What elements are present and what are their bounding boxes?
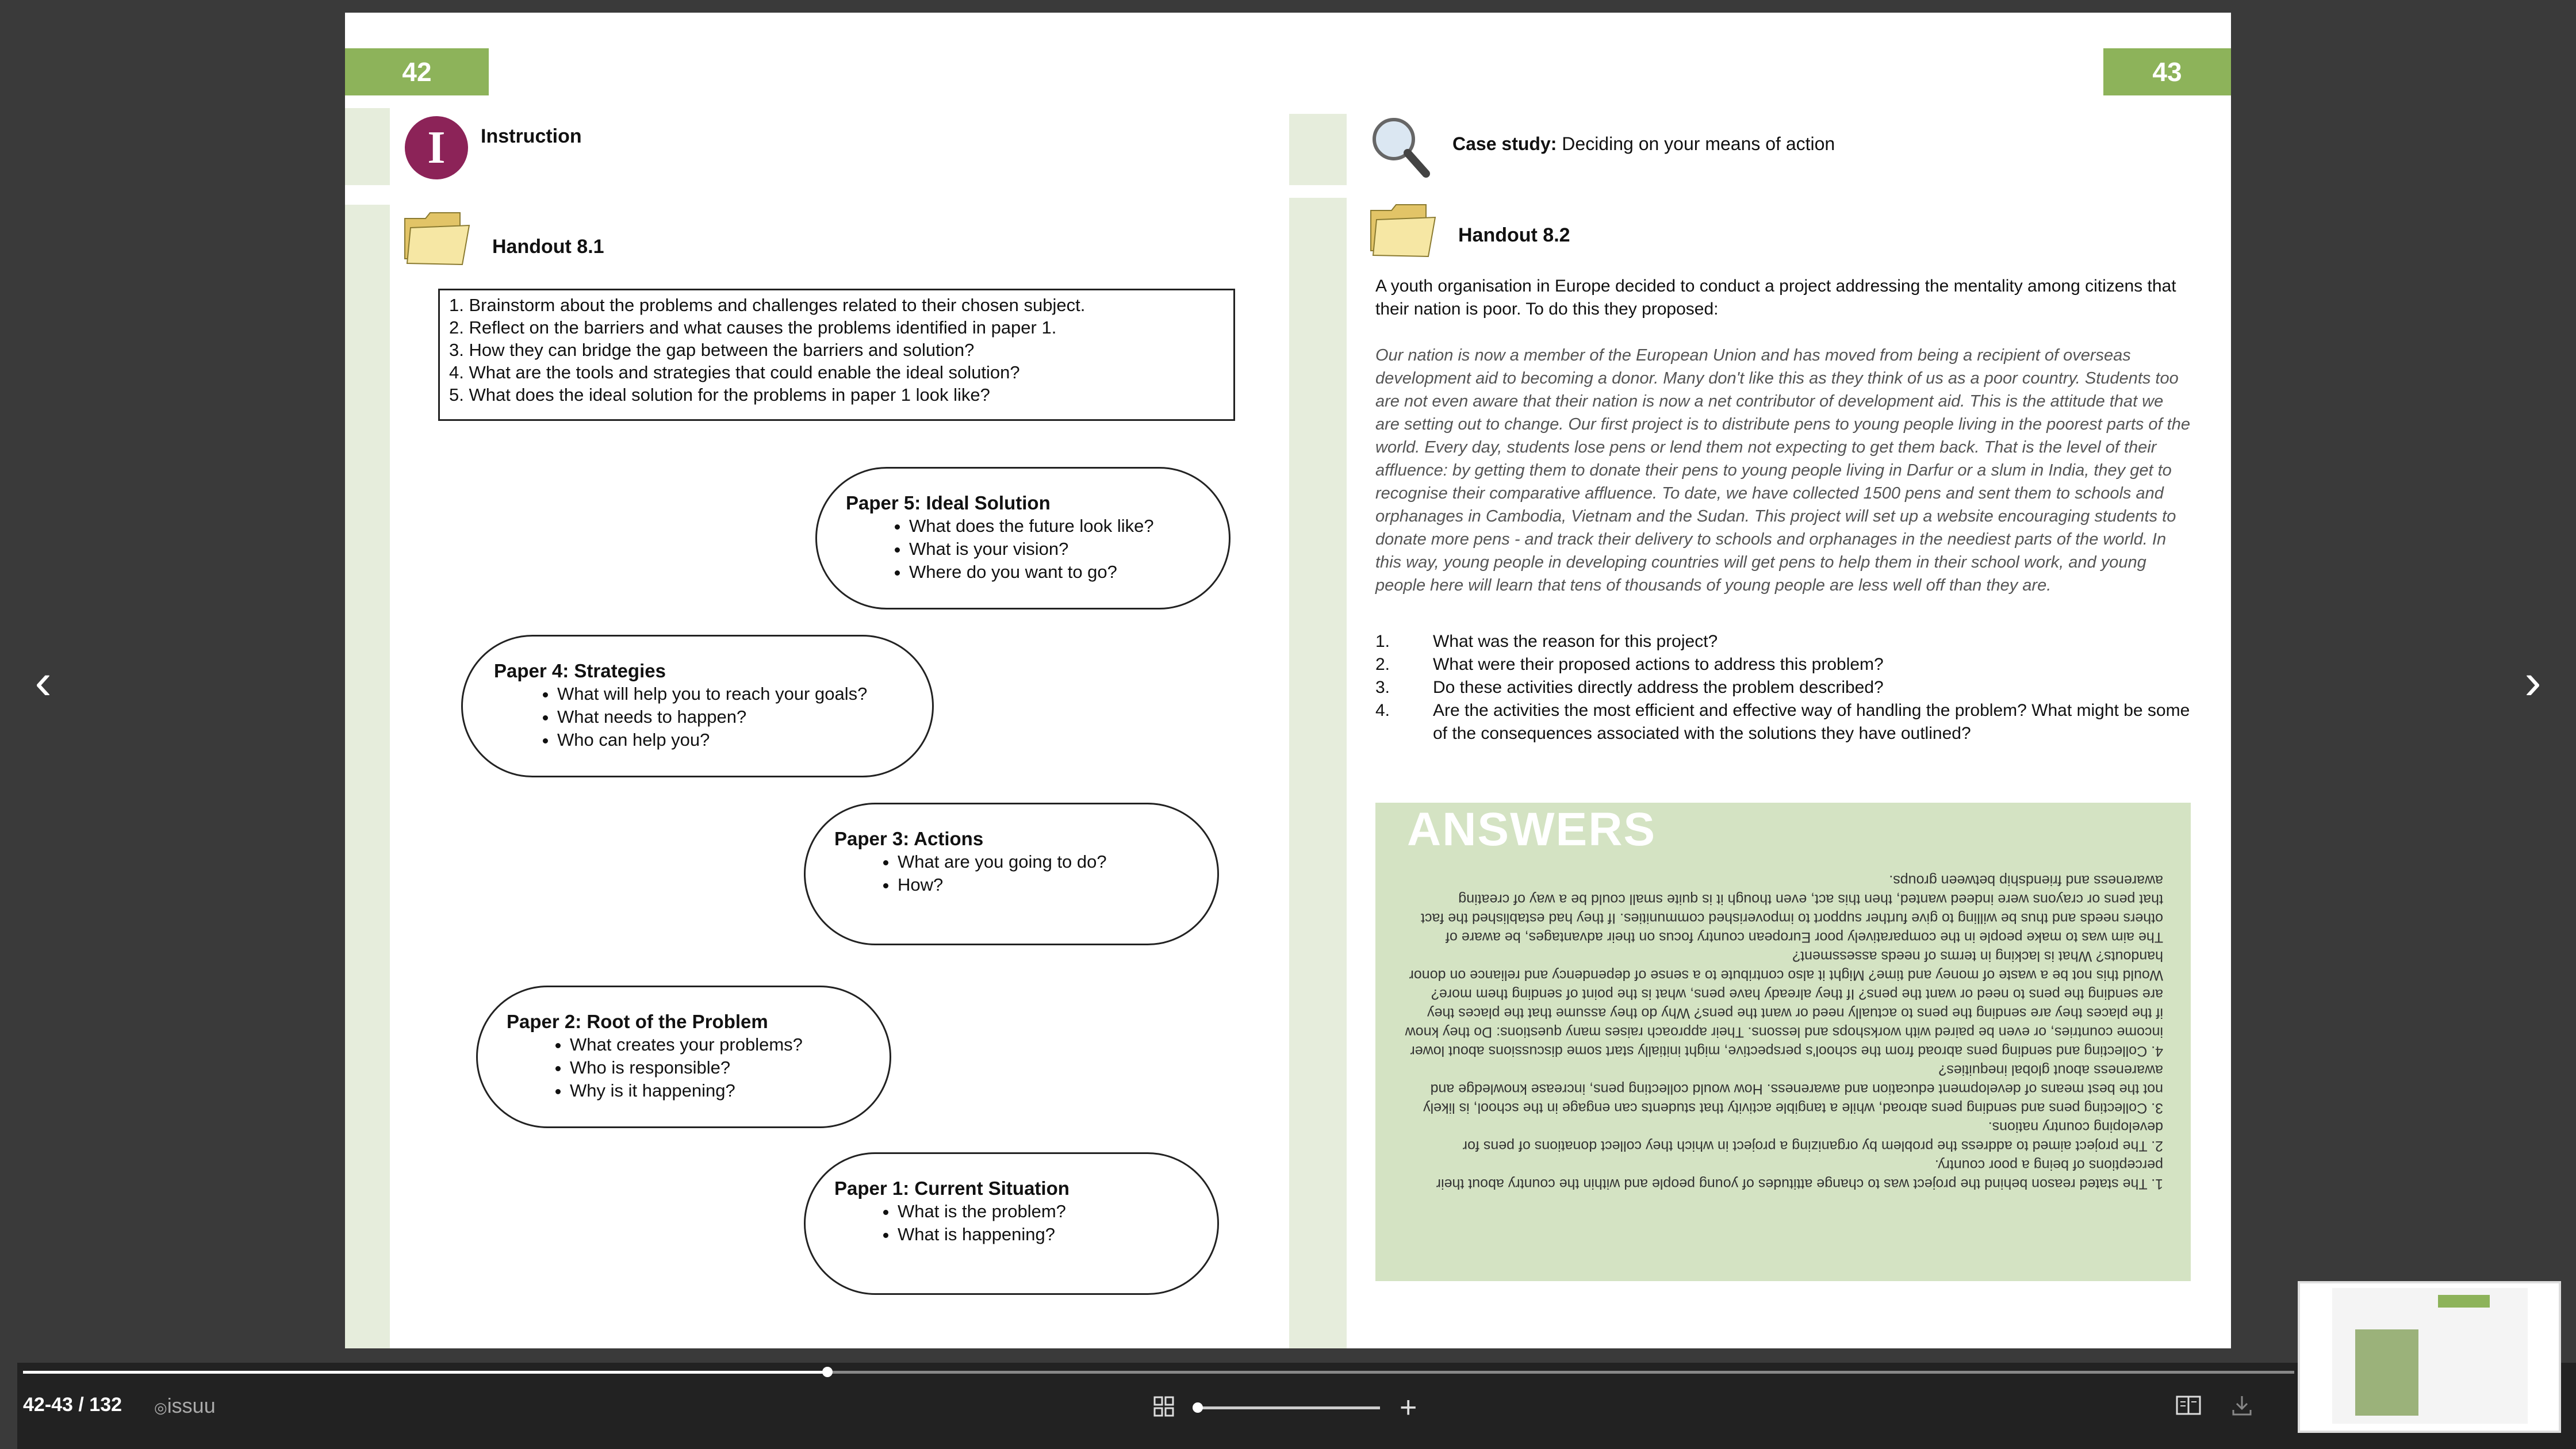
answer-item: 2. The project aimed to address the problem by organizing a project in which they collect donations of pens for developing country nations. xyxy=(1462,1119,2163,1154)
paper-1-bubble xyxy=(804,1152,1219,1295)
paper-2-item: • Who is responsible? xyxy=(570,1056,890,1079)
question-item: 4. Are the activities the most efficient and effective way of handling the problem? What might be some of the consequences associated with the solutions they have outlined? xyxy=(1375,701,2190,743)
instruction-icon: I xyxy=(405,116,468,179)
page-progress-handle[interactable] xyxy=(822,1367,833,1377)
answer-item: 1. The stated reason behind the project was to change attitudes of young people and within the country about their perceptions of being a poor country. xyxy=(1436,1157,2163,1192)
paper-3-item: • What are you going to do? xyxy=(898,850,1217,873)
page-number-43: 43 xyxy=(2103,48,2231,95)
question-item: 1. What was the reason for this project? xyxy=(1375,632,1718,651)
paper-4-item: • What will help you to reach your goals? xyxy=(557,683,932,706)
zoom-slider-handle[interactable] xyxy=(1193,1402,1203,1413)
zoom-in-button[interactable] xyxy=(1400,1390,1417,1425)
plus-icon: + xyxy=(1400,1391,1417,1424)
paper-4-item: • What needs to happen? xyxy=(557,706,932,729)
left-page xyxy=(345,13,1288,1348)
handout-title: Handout 8.1 xyxy=(492,236,604,258)
brand-logo xyxy=(154,1394,216,1418)
paper-2-title: Paper 2: Root of the Problem xyxy=(507,1011,768,1032)
brainstorm-item: 5. What does the ideal solution for the problems in paper 1 look like? xyxy=(449,385,990,405)
instruction-title: Instruction xyxy=(481,125,582,147)
answers-box xyxy=(1375,803,2191,1281)
right-page xyxy=(1288,13,2231,1348)
paper-4-bubble xyxy=(461,635,934,777)
question-item: 2. What were their proposed actions to address this problem? xyxy=(1375,655,1884,674)
page-progress-fill xyxy=(23,1371,828,1374)
brainstorm-item: 3. How they can bridge the gap between the barriers and solution? xyxy=(449,340,975,360)
grid-view-icon[interactable] xyxy=(1153,1396,1174,1417)
prev-page-button[interactable] xyxy=(17,650,69,713)
zoom-slider-track[interactable] xyxy=(1196,1406,1380,1409)
paper-1-item: • What is happening? xyxy=(898,1223,1217,1246)
page-thumbnail-preview[interactable] xyxy=(2298,1281,2561,1433)
reader-mode-icon[interactable] xyxy=(2176,1395,2201,1417)
paper-5-item: • What does the future look like? xyxy=(909,515,1229,538)
paper-5-title: Paper 5: Ideal Solution xyxy=(846,492,1051,513)
paper-4-item: • Who can help you? xyxy=(557,729,932,752)
paper-1-title: Paper 1: Current Situation xyxy=(834,1178,1070,1199)
paper-2-bubble xyxy=(476,986,891,1128)
paper-3-bubble xyxy=(804,803,1219,945)
folder-icon xyxy=(1368,202,1436,258)
case-study-heading xyxy=(1452,133,1835,155)
brand-name: issuu xyxy=(167,1394,216,1417)
issuu-logo-icon: ◎ xyxy=(154,1399,167,1416)
folder-icon xyxy=(402,210,470,266)
paper-3-title: Paper 3: Actions xyxy=(834,828,984,849)
magnifier-icon xyxy=(1368,114,1432,178)
paper-1-item: • What is the problem? xyxy=(898,1200,1217,1223)
paper-2-item: • What creates your problems? xyxy=(570,1033,890,1056)
thumbnail-photo xyxy=(2355,1329,2418,1416)
paper-4-title: Paper 4: Strategies xyxy=(494,660,666,681)
answer-item: The aim was to make people in the comparatively poor European country focus on their advantages, be aware of others needs and thus be willing to give further support to impoverished communities. If they had established the fact that pens or crayons were indeed wanted, then this act, even though it is quite small could be a way of creating awareness and friendship between groups. xyxy=(1420,872,2163,945)
side-strip xyxy=(1289,114,1347,185)
side-strip xyxy=(1289,198,1347,1348)
paper-5-item: • What is your vision? xyxy=(909,538,1229,561)
brainstorm-item: 1. Brainstorm about the problems and challenges related to their chosen subject. xyxy=(449,295,1086,315)
next-page-button[interactable] xyxy=(2507,650,2559,713)
side-strip xyxy=(345,205,390,1348)
brainstorm-item: 4. What are the tools and strategies that could enable the ideal solution? xyxy=(449,362,1020,382)
answer-item: 4. Collecting and sending pens abroad from the school's perspective, might initially start some discussions about lower income countries, or even be paired with workshops and lessons. Their approach raises many questions: Do they know if the places they are sending the pens to actually need or want the pens? Why do they assume that the places they are sending the pens to need or want the pens? If they already have pens, what is the point of sending them more? Would this not be a waste of money and time? Might it also contribute to a sense of dependency and reliance on donor handouts? What is lacking in terms of needs assessment? xyxy=(1405,948,2163,1059)
case-study-title: Deciding on your means of action xyxy=(1557,133,1835,154)
paper-5-bubble xyxy=(815,467,1230,610)
chevron-left-icon: ‹ xyxy=(34,653,52,710)
answers-title: ANSWERS xyxy=(1407,803,1657,856)
brainstorm-item: 2. Reflect on the barriers and what causes the problems identified in paper 1. xyxy=(449,317,1057,338)
answer-item: 3. Collecting pens and sending pens abroad, while a tangible activity that students can engage in the school, is likely not the best means of development education and awareness. How would collecting pens, increase knowledge and awareness about global inequities? xyxy=(1423,1062,2163,1116)
answers-body-upside-down xyxy=(1404,871,2163,1193)
download-icon[interactable] xyxy=(2231,1394,2253,1417)
paper-3-item: • How? xyxy=(898,873,1217,896)
side-strip xyxy=(345,108,390,185)
thumbnail-heading-bar xyxy=(2438,1295,2490,1308)
case-intro: A youth organisation in Europe decided to conduct a project addressing the mentality among citizens that their nation is poor. To do this they proposed: xyxy=(1375,277,2176,319)
paper-2-item: • Why is it happening? xyxy=(570,1079,890,1102)
paper-5-item: • Where do you want to go? xyxy=(909,561,1229,584)
brainstorm-box xyxy=(438,289,1235,421)
question-item: 3. Do these activities directly address the problem described? xyxy=(1375,678,1884,697)
page-count: 42-43 / 132 xyxy=(23,1394,122,1416)
case-study-label: Case study: xyxy=(1452,133,1557,154)
magazine-spread xyxy=(345,13,2231,1348)
page-number-42: 42 xyxy=(345,48,489,95)
handout-title: Handout 8.2 xyxy=(1458,224,1570,246)
question-list xyxy=(1375,630,2192,745)
chevron-right-icon: › xyxy=(2524,653,2542,710)
case-quote: Our nation is now a member of the European Union and has moved from being a recipient of overseas development aid to becoming a donor. Many don't like this as they think of us as a poor country. Students too are not even aware that their nation is now a net contributor of development aid. This is the attitude that we are setting out to change. Our first project is to distribute pens to young people living in the poorest parts of the world. Every day, students lose pens or lend them not expecting to get them back. That is the level of their affluence: by getting them to donate their pens to young people living in Darfur or a slum in India, they get to recognise their comparative affluence. To date, we have collected 1500 pens and sent them to schools and orphanages in Cambodia, Vietnam and the Sudan. This project will set up a website encouraging students to donate more pens - and track their delivery to schools and orphanages in the neediest parts of the world. In this way, young people in developing countries will get pens to help them in their school work, and young people here will learn that tens of thousands of young people are less well off than they are. xyxy=(1375,346,2190,595)
